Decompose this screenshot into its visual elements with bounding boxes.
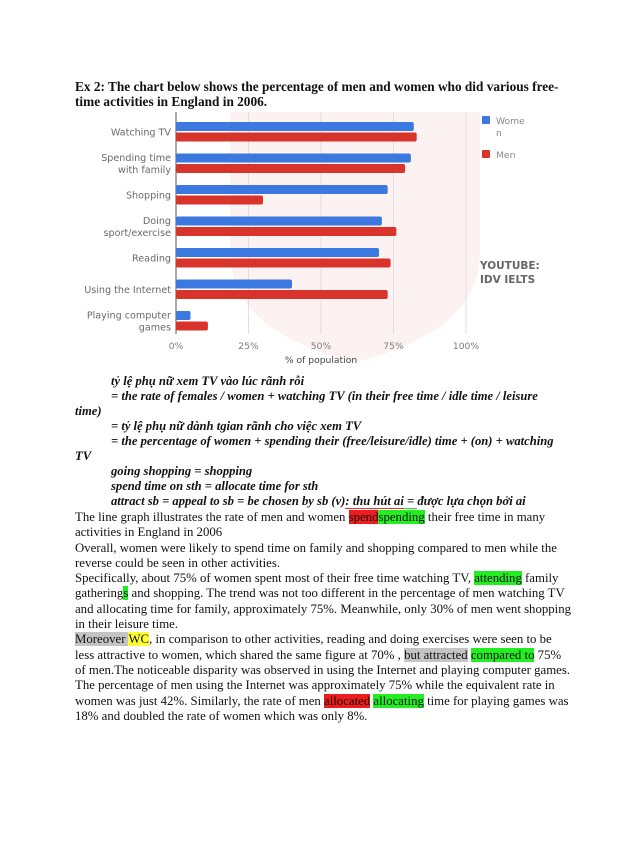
- legend-swatch-women: [482, 116, 490, 124]
- essay-paragraph-intro: The line graph illustrates the rate of men and women spendspending their free time in many activities in England in 2006: [75, 510, 546, 540]
- watermark-youtube: [479, 260, 540, 286]
- essay-paragraph-body1: Specifically, about 75% of women spent most of their free time watching TV, attending family gatherings and shopping. The trend was not too different in the percentage of men watching TV and allocating time for family, approximately 75%. Meanwhile, only 30% of men went shopping in their leisure time.: [75, 571, 571, 632]
- x-tick-label: 75%: [383, 341, 404, 352]
- bar-women-5: [176, 280, 292, 289]
- legend-label: Wome: [496, 116, 525, 127]
- essay-text: [75, 510, 572, 724]
- watermark-text: YOUTUBE:: [480, 260, 540, 272]
- comment-word-choice: WC: [128, 632, 150, 647]
- bar-women-2: [176, 185, 388, 194]
- note-line: going shopping = shopping: [111, 464, 253, 478]
- bar-women-6: [176, 311, 191, 320]
- bar-women-4: [176, 248, 379, 257]
- note-line: = the percentage of women + spending their (free/leisure/idle) time + (on) + watching TV: [75, 434, 554, 463]
- x-tick-label: 50%: [310, 341, 332, 352]
- highlight-gray: but attracted: [404, 647, 468, 662]
- legend-swatch-men: [482, 150, 490, 158]
- bar-men-1: [176, 164, 405, 173]
- correction-inserted: attending: [474, 571, 522, 586]
- bar-men-3: [176, 227, 396, 236]
- bar-women-3: [176, 217, 382, 226]
- category-labels: [84, 127, 171, 333]
- category-label: Doing: [142, 215, 171, 227]
- note-line: = tỷ lệ phụ nữ dành tgian rãnh cho việc xem TV: [111, 419, 362, 433]
- correction-inserted: spending: [378, 510, 425, 524]
- note-line: = the rate of females / women + watching TV (in their free time / idle time / leisure time): [75, 389, 538, 418]
- note-line: spend time on sth = allocate time for sth: [111, 479, 319, 493]
- category-label: Spending time: [101, 152, 171, 164]
- exercise-title: Ex 2: The chart below shows the percentage of men and women who did various free-time activities in England in 2006.: [75, 79, 559, 109]
- category-label: Playing computer: [86, 310, 171, 322]
- highlight-gray: Moreover: [75, 632, 129, 647]
- category-label: Shopping: [125, 190, 171, 202]
- x-tick-label: 100%: [452, 341, 480, 352]
- bar-women-1: [176, 154, 411, 163]
- x-tick-label: 0%: [168, 341, 184, 352]
- legend: [482, 116, 525, 161]
- correction-inserted: allocating: [373, 693, 424, 708]
- bar-men-4: [176, 259, 391, 268]
- category-label: with family: [117, 164, 171, 176]
- bar-women-0: [176, 122, 414, 131]
- correction-inserted: compared to: [470, 647, 535, 662]
- bar-men-6: [176, 322, 208, 331]
- bar-men-2: [176, 196, 263, 205]
- watermark-text: IDV IELTS: [480, 274, 536, 286]
- x-tick-labels: [169, 341, 480, 352]
- watermark-shield: [230, 112, 480, 362]
- category-label: Using the Internet: [84, 284, 171, 296]
- correction-inserted: s: [123, 586, 129, 601]
- note-line: tỷ lệ phụ nữ xem TV vào lúc rãnh rỗi: [111, 374, 305, 388]
- note-line: attract sb = appeal to sb = be chosen by sb (v): thu hút ai = được lựa chọn bởi ai: [111, 494, 526, 508]
- correction-deleted: allocated: [324, 693, 371, 708]
- spellcheck-underline: : thu hút ai: [345, 494, 404, 508]
- bar-chart: [80, 112, 570, 370]
- legend-label: n: [496, 128, 502, 139]
- x-tick-label: 25%: [238, 341, 259, 352]
- category-label: Reading: [132, 253, 171, 265]
- bar-men-5: [176, 290, 388, 299]
- chart-canvas: [80, 112, 570, 370]
- essay-paragraph-body2: Moreover WC, in comparison to other activities, reading and doing exercises were seen to be less attractive to women, which shared the same figure at 70% , but attracted compared to 75% of men.The noticeable disparity was observed in using the Internet and playing computer games. The percentage of men using the Internet was approximately 75% while the equivalent rate in women was just 42%. Similarly, the rate of men allocated allocating time for playing games was 18% and doubled the rate of women which was only 8%.: [75, 632, 571, 723]
- correction-deleted: spend: [348, 510, 379, 524]
- bar-men-0: [176, 133, 417, 142]
- category-label: Watching TV: [110, 127, 171, 139]
- essay-paragraph-overview: Overall, women were likely to spend time on family and shopping compared to men while the reverse could be seen in other activities.: [75, 540, 557, 570]
- vocabulary-notes: [75, 374, 575, 509]
- category-label: games: [138, 322, 171, 334]
- category-label: sport/exercise: [103, 227, 171, 239]
- x-axis-title: % of population: [284, 355, 358, 366]
- legend-label: Men: [496, 150, 516, 161]
